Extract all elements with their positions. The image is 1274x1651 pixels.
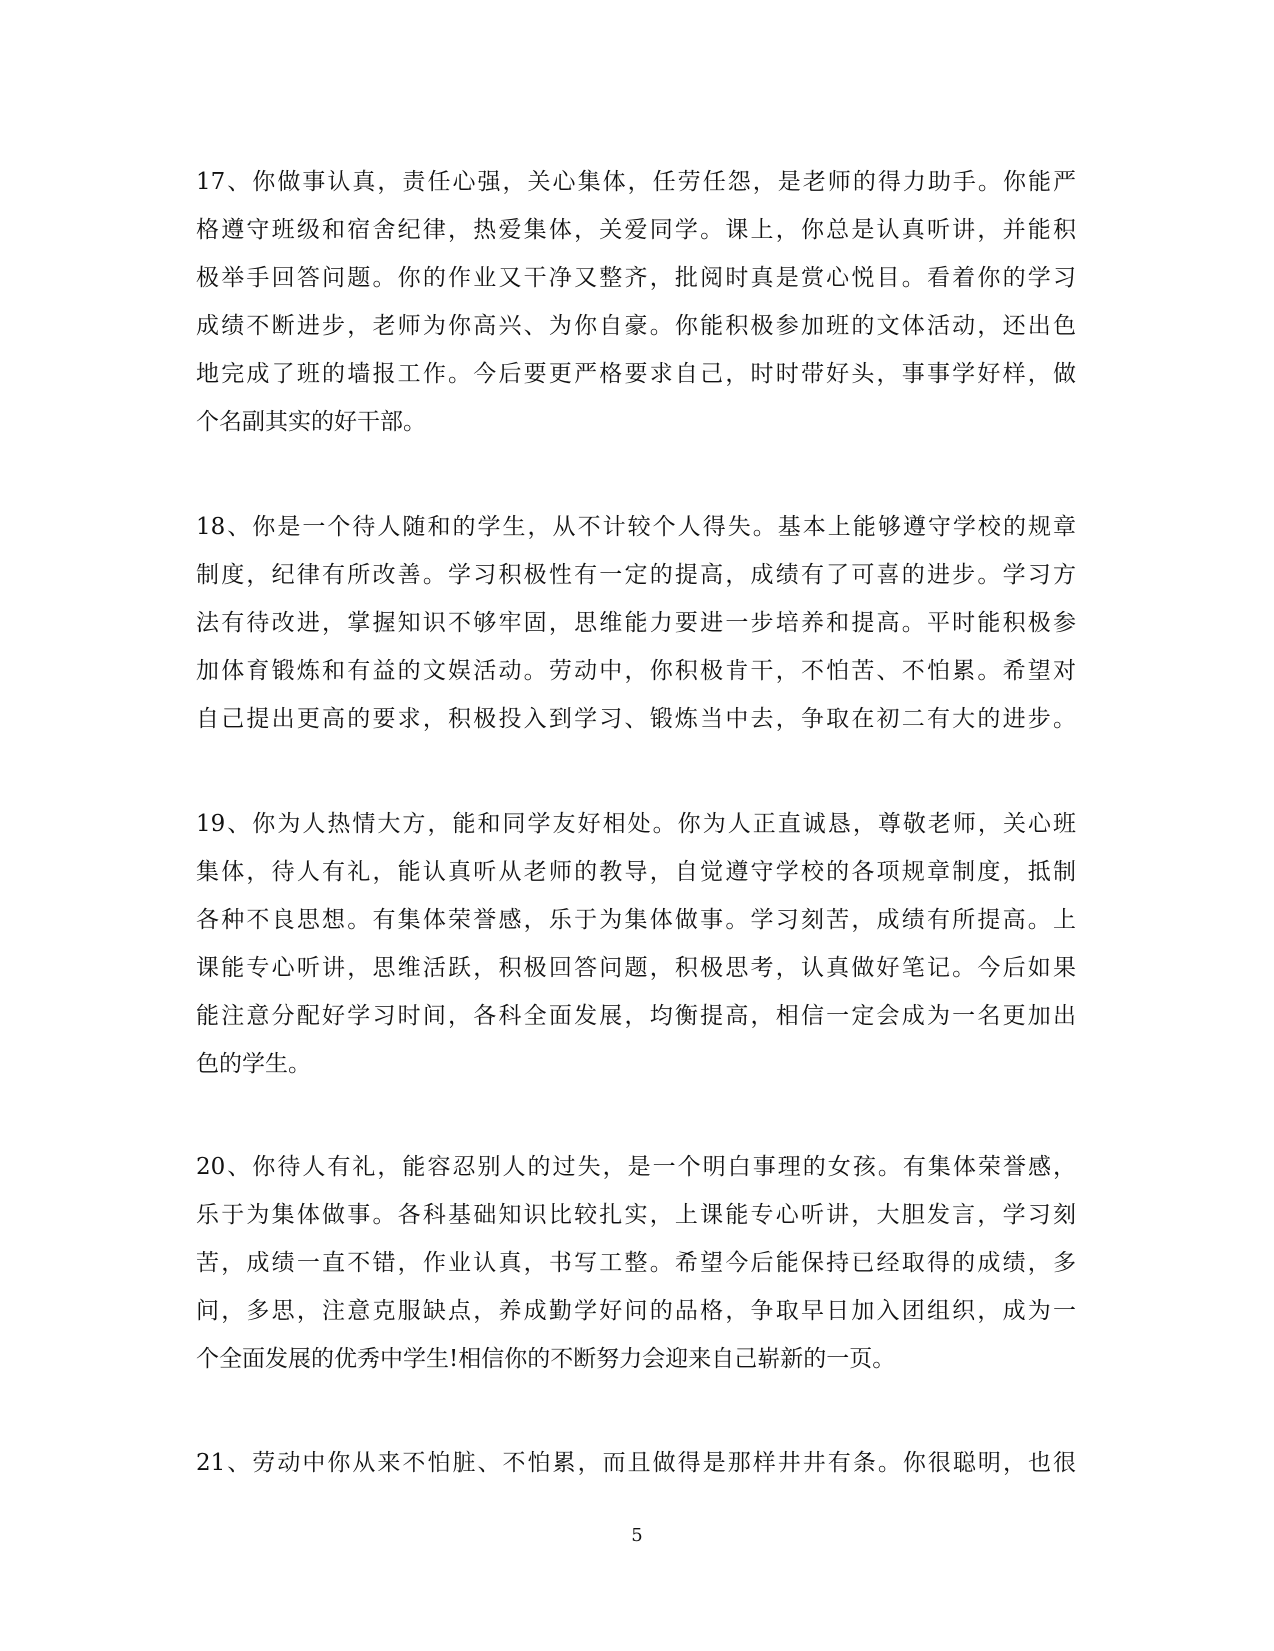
paragraph-line: 19、你为人热情大方，能和同学友好相处。你为人正直诚恳，尊敬老师，关心班 xyxy=(196,811,1076,837)
paragraph-line: 集体，待人有礼，能认真听从老师的教导，自觉遵守学校的各项规章制度，抵制 xyxy=(196,859,1076,885)
paragraph-line: 加体育锻炼和有益的文娱活动。劳动中，你积极肯干，不怕苦、不怕累。希望对 xyxy=(196,658,1076,684)
comment-paragraph-18 xyxy=(196,503,1076,743)
paragraph-line: 各种不良思想。有集体荣誉感，乐于为集体做事。学习刻苦，成绩有所提高。上 xyxy=(196,907,1076,933)
paragraph-line: 20、你待人有礼，能容忍别人的过失，是一个明白事理的女孩。有集体荣誉感， xyxy=(196,1154,1076,1180)
paragraph-line: 自己提出更高的要求，积极投入到学习、锻炼当中去，争取在初二有大的进步。 xyxy=(196,706,1076,732)
paragraph-line: 成绩不断进步，老师为你高兴、为你自豪。你能积极参加班的文体活动，还出色 xyxy=(196,313,1076,339)
paragraph-line: 课能专心听讲，思维活跃，积极回答问题，积极思考，认真做好笔记。今后如果 xyxy=(196,955,1076,981)
paragraph-line: 乐于为集体做事。各科基础知识比较扎实，上课能专心听讲，大胆发言，学习刻 xyxy=(196,1202,1076,1228)
paragraph-line: 个全面发展的优秀中学生!相信你的不断努力会迎来自己崭新的一页。 xyxy=(196,1346,896,1372)
paragraph-line: 法有待改进，掌握知识不够牢固，思维能力要进一步培养和提高。平时能积极参 xyxy=(196,610,1076,636)
comment-paragraph-19 xyxy=(196,800,1076,1088)
paragraph-line: 地完成了班的墙报工作。今后要更严格要求自己，时时带好头，事事学好样，做 xyxy=(196,361,1076,387)
paragraph-line: 问，多思，注意克服缺点，养成勤学好问的品格，争取早日加入团组织，成为一 xyxy=(196,1298,1076,1324)
paragraph-line: 21、劳动中你从来不怕脏、不怕累，而且做得是那样井井有条。你很聪明，也很 xyxy=(196,1450,1076,1476)
paragraph-line: 极举手回答问题。你的作业又干净又整齐，批阅时真是赏心悦目。看着你的学习 xyxy=(196,265,1076,291)
comment-paragraph-20 xyxy=(196,1143,1076,1383)
page-number: 5 xyxy=(631,1525,643,1546)
paragraph-line: 色的学生。 xyxy=(196,1051,311,1077)
paragraph-line: 格遵守班级和宿舍纪律，热爱集体，关爱同学。课上，你总是认真听讲，并能积 xyxy=(196,217,1076,243)
paragraph-line: 能注意分配好学习时间，各科全面发展，均衡提高，相信一定会成为一名更加出 xyxy=(196,1003,1076,1029)
comment-paragraph-17 xyxy=(196,158,1076,446)
paragraph-line: 制度，纪律有所改善。学习积极性有一定的提高，成绩有了可喜的进步。学习方 xyxy=(196,562,1076,588)
paragraph-line: 17、你做事认真，责任心强，关心集体，任劳任怨，是老师的得力助手。你能严 xyxy=(196,169,1076,195)
comment-paragraph-21 xyxy=(196,1439,1076,1487)
paragraph-line: 18、你是一个待人随和的学生，从不计较个人得失。基本上能够遵守学校的规章 xyxy=(196,514,1076,540)
paragraph-line: 个名副其实的好干部。 xyxy=(196,409,426,435)
paragraph-line: 苦，成绩一直不错，作业认真，书写工整。希望今后能保持已经取得的成绩，多 xyxy=(196,1250,1076,1276)
